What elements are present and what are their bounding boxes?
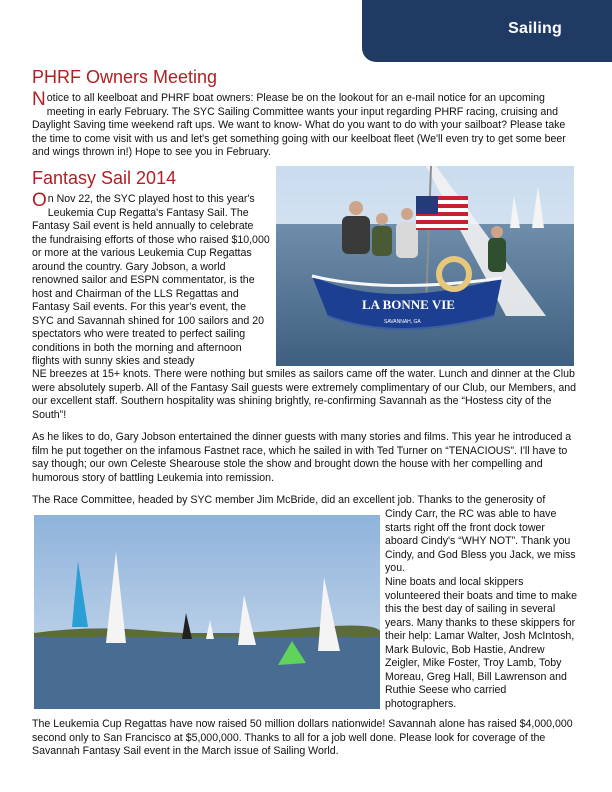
fantasy-paragraph-5: The Leukemia Cup Regattas have now raised 50 million dollars nationwide! Savannah alone has raised $4,000,000 second only to San Francisco at $5,000,000. Thanks to all for a job well done. Please look for coverage of the Savannah Fantasy Sail event in the March issue of Sailing World.: [32, 718, 573, 757]
fantasy-paragraph-1-wrapped: [32, 190, 270, 369]
phrf-heading: PHRF Owners Meeting: [32, 67, 218, 87]
fantasy-paragraph-3-lead: The Race Committee, headed by SYC member Jim McBride, did an excellent job. Thanks to the generosity of: [32, 494, 546, 506]
fantasy-body-1: n Nov 22, the SYC played host to this year's Leukemia Cup Regatta's Fantasy Sail. The Fantasy Sail event is held annually to celebrate the fundraising efforts of those who raised $10,000 or more at the various Leukemia Cup Regattas around the country. Gary Jobson, a world renowned sailor and ESPN commentator, is the host and Chairman of the LLS Regattas and Fantasy Sail events. For this year's event, the SYC and Savannah shined for 100 sailors and 20 spectators who were treated to perfect sailing conditions in both the morning and afternoon flights with sunny skies and steady: [32, 193, 270, 367]
phrf-body: otice to all keelboat and PHRF boat owners: Please be on the lookout for an e-mail notice for an upcoming meeting in early February. The SYC Sailing Committee wants your input regarding PHRF racing, cruising and Daylight Saving time weekend raft ups. We want to know- What do you want to do with your sailboat? Please take the time to come visit with us and let's get something going with our keelboat fleet (We'll even try to get some beer and wings thrown in!) Hope to see you in February.: [32, 92, 566, 158]
fantasy-heading: Fantasy Sail 2014: [32, 168, 177, 188]
fantasy-paragraph-4-side: Nine boats and local skippers volunteered their boats and time to make this the best day of sailing in several years. Many thanks to these skippers for their help: Lamar Walter, Josh McIntosh, Mark Bulovic, Bob Hastie, Andrew Zeigler, Mike Foster, Troy Lamb, Toby Moreau, Greg Hall, Bill Lawrenson and Ruthie Seese who carried photographers.: [385, 576, 577, 710]
boat-name: LA BONNE VIE: [362, 297, 455, 312]
fantasy-dropcap: O: [32, 190, 47, 211]
phrf-dropcap: N: [32, 89, 46, 110]
fantasy-paragraph-2: As he likes to do, Gary Jobson entertained the dinner guests with many stories and films. This year he introduced a film he put together on the infamous Fastnet race, which he sailed in with Ted Turner on “TENACIOUS”. I'll have to say though; our own Celeste Shearouse stole the show and brought down the house with her compelling and humorous story of battling Leukemia into remission.: [32, 431, 572, 484]
fantasy-paragraph-1-full: NE breezes at 15+ knots. There were nothing but smiles as sailors came off the water. Lunch and dinner at the Club were absolutely superb. All of the Fantasy Sail guests were extremely complimentary of our Club, our Members, and our excellent staff. Southern hospitality was shining brightly, re-confirming Savannah as the “Hostess city of the South”!: [32, 368, 577, 421]
sailboat-photo: [276, 166, 574, 366]
regatta-photo: [34, 515, 380, 709]
section-tab: [362, 0, 612, 62]
hailing-port: SAVANNAH, GA: [384, 319, 421, 325]
fantasy-paragraph-3-side: Cindy Carr, the RC was able to have starts right off the front dock tower aboard Cindy's “WHY NOT”. Thank you Cindy, and God Bless you Jack, we miss you.: [385, 508, 576, 574]
section-title: Sailing: [508, 20, 562, 37]
phrf-paragraph: [32, 89, 578, 160]
